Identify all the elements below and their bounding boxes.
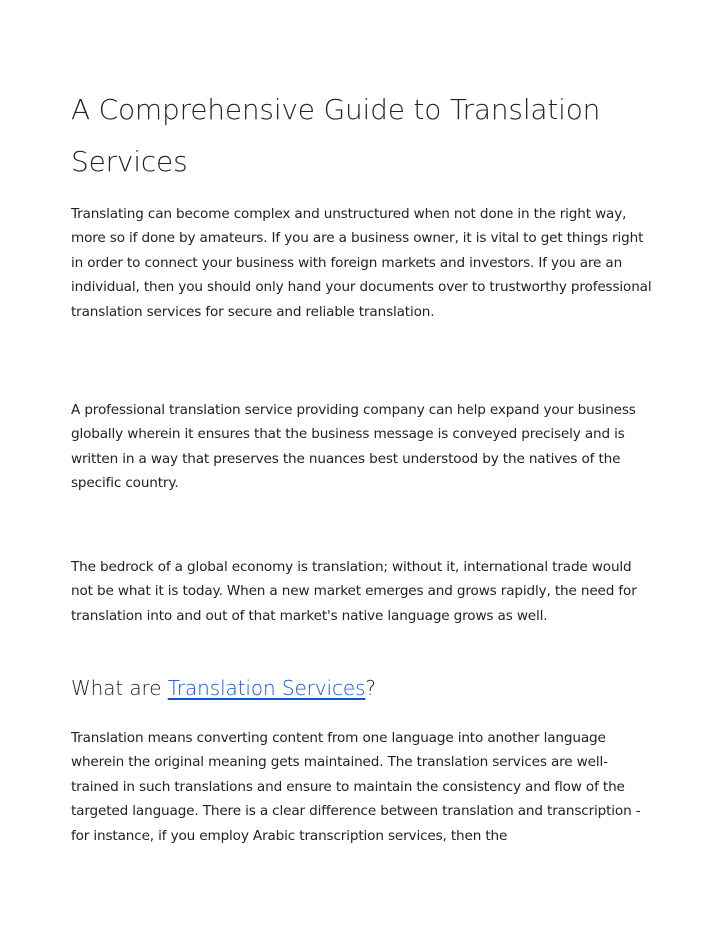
section-heading-prefix: What are	[71, 676, 168, 700]
document-title: A Comprehensive Guide to Translation Services	[71, 93, 601, 178]
section-heading-suffix: ?	[365, 676, 376, 700]
paragraph-global-economy: The bedrock of a global economy is translation; without it, international trade would not be what it is today. When a new market emerges and grows rapidly, the need for translation into and out of that market's native language grows as well.	[71, 559, 637, 624]
paragraph-intro: Translating can become complex and unstructured when not done in the right way, more so if done by amateurs. If you are a business owner, it is vital to get things right in order to connect your business with foreign markets and investors. If you are an individual, then you should only hand your documents over to trustworthy professional translation services for secure and reliable translation.	[71, 206, 652, 320]
section-heading	[71, 672, 651, 704]
paragraph-definition: Translation means converting content from one language into another language wherein the original meaning gets maintained. The translation services are well-trained in such translations and ensure to maintain the consistency and flow of the targeted language. There is a clear difference between translation and transcription - for instance, if you employ Arabic transcription services, then the	[71, 730, 641, 844]
translation-services-link[interactable]: Translation Services	[167, 676, 366, 700]
paragraph-professional-service: A professional translation service providing company can help expand your business globally wherein it ensures that the business message is conveyed precisely and is written in a way that preserves the nuances best understood by the natives of the specific country.	[71, 402, 636, 492]
